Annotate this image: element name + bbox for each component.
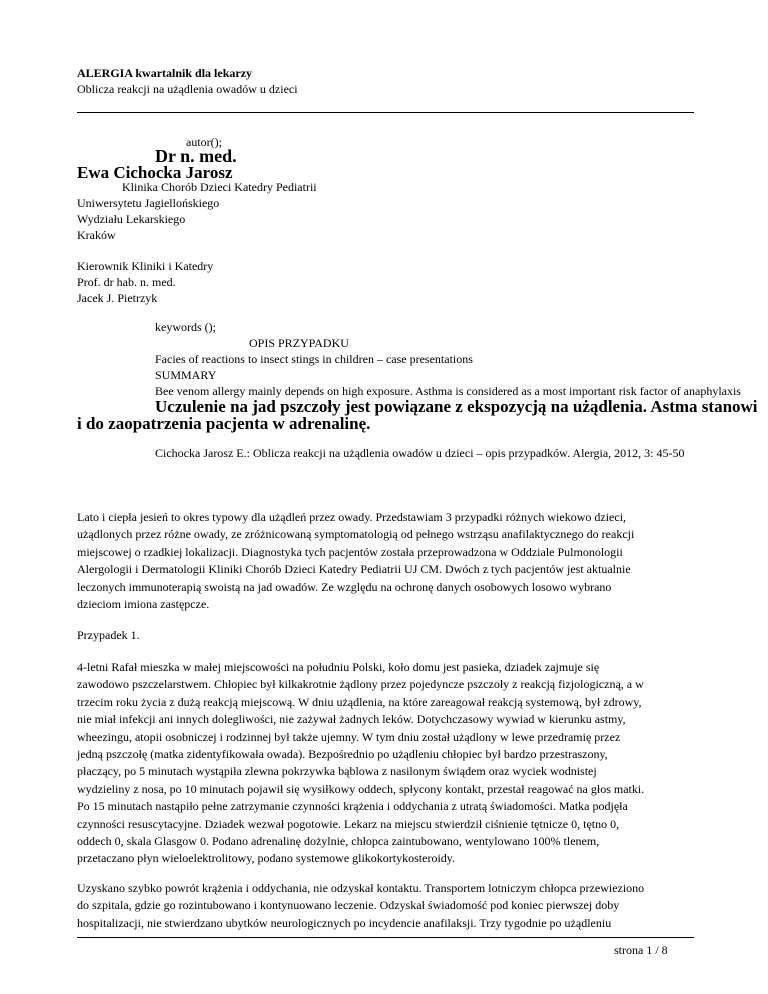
text-line: hospitalizacji, nie stwierdzano ubytków neurologicznych po incydencie anafilaksji. Trzy tygodnie po użądleniu bbox=[77, 915, 612, 930]
head-line: Kierownik Kliniki i Katedry bbox=[77, 259, 214, 273]
affiliation-line: Klinika Chorób Dzieci Katedry Pediatrii bbox=[122, 180, 317, 194]
summary-label: SUMMARY bbox=[155, 368, 217, 382]
text-line: do szpitala, gdzie go rozintubowano i kontynuowano leczenie. Odzyskał świadomość pod koniec pierwszej doby bbox=[77, 898, 620, 913]
text-line: miejscowej o rzadkiej lokalizacji. Diagnostyka tych pacjentów została przeprowadzona w Oddziale Pulmonologii bbox=[77, 544, 623, 559]
section-label: OPIS PRZYPADKU bbox=[249, 336, 349, 350]
footer-divider bbox=[77, 937, 694, 938]
case1-paragraph bbox=[77, 659, 697, 868]
author-marker: autor(); bbox=[186, 135, 222, 149]
english-title: Facies of reactions to insect stings in children – case presentations bbox=[155, 352, 473, 366]
text-line: dzieciom imiona zastępcze. bbox=[77, 597, 210, 612]
text-line: Lato i ciepła jesień to okres typowy dla użądleń przez owady. Przedstawiam 3 przypadki różnych wiekowo dzieci, bbox=[77, 510, 627, 524]
text-line: płaczący, po 5 minutach wystąpiła zlewna pokrzywka bąblowa z nasilonym świądem oraz wyciek wodnistej bbox=[77, 764, 597, 779]
text-line: 4-letni Rafał mieszka w małej miejscowości na południu Polski, koło domu jest pasieka, dziadek zajmuje się bbox=[77, 660, 600, 674]
text-line: czynności resuscytacyjne. Dziadek wezwał pogotowie. Lekarz na miejscu stwierdził ciśnienie tętnicze 0, tętno 0, bbox=[77, 816, 620, 831]
case-heading: Przypadek 1. bbox=[77, 628, 140, 642]
affiliation-line: Wydziału Lekarskiego bbox=[77, 212, 186, 226]
text-line: Po 15 minutach nastąpiło pełne zatrzymanie czynności krążenia i oddychania z utratą świadomości. Matka podjęła bbox=[77, 799, 628, 814]
text-line: użądlonych przez różne owady, ze zróżnicowaną symptomatologią od pełnego wstrząsu anafilaktycznego do reakcji bbox=[77, 527, 635, 542]
headline-line: i do zaopatrzenia pacjenta w adrenalinę. bbox=[77, 414, 371, 433]
article-subtitle: Oblicza reakcji na użądlenia owadów u dzieci bbox=[77, 82, 298, 96]
page-number: strona 1 / 8 bbox=[614, 943, 668, 957]
text-line: oddech 0, skala Glasgow 0. Podano adrenalinę dożylnie, chłopca zaintubowano, wentylowano 100% tlenem, bbox=[77, 834, 600, 849]
affiliation-line: Uniwersytetu Jagiellońskiego bbox=[77, 196, 220, 210]
keywords-marker: keywords (); bbox=[155, 320, 216, 334]
text-line: zawodowo pszczelarstwem. Chłopiec był kilkakrotnie żądlony przez pojedyncze pszczoły z reakcją fizjologiczną, a w bbox=[77, 677, 644, 692]
case1-continuation-paragraph bbox=[77, 880, 697, 932]
head-line: Jacek J. Pietrzyk bbox=[77, 291, 158, 305]
author-degree: Dr n. med. bbox=[155, 146, 237, 166]
head-line: Prof. dr hab. n. med. bbox=[77, 275, 176, 289]
text-line: leczonych immunoterapią swoistą na jad owadów. Ze względu na ochronę danych osobowych losowo wybrano bbox=[77, 579, 612, 594]
intro-paragraph bbox=[77, 509, 697, 613]
text-line: przetaczano płyn wieloelektrolitowy, podano systemowe glikokortykosteroidy. bbox=[77, 851, 456, 866]
text-line: Alergologii i Dermatologii Kliniki Chorób Dzieci Katedry Pediatrii UJ CM. Dwóch z tych pacjentów jest aktualnie bbox=[77, 562, 631, 577]
citation: Cichocka Jarosz E.: Oblicza reakcji na użądlenia owadów u dzieci – opis przypadków. Alergia, 2012, 3: 45-50 bbox=[155, 446, 685, 460]
summary-text: Bee venom allergy mainly depends on high exposure. Asthma is considered as a most important risk factor of anaphylaxis bbox=[155, 384, 741, 398]
journal-title: ALERGIA kwartalnik dla lekarzy bbox=[77, 66, 253, 80]
text-line: nie miał infekcji ani innych dolegliwości, nie zażywał żadnych leków. Dotychczasowy wywiad w kierunku astmy, bbox=[77, 712, 626, 727]
author-name: Ewa Cichocka Jarosz bbox=[77, 163, 233, 182]
text-line: trzecim roku życia z dużą reakcją miejscową. W dniu użądlenia, na które zareagował reakcją systemową, był zdrowy, bbox=[77, 694, 642, 709]
headline-line: Uczulenie na jad pszczoły jest powiązane z ekspozycją na użądlenia. Astma stanowi bbox=[155, 397, 758, 416]
text-line: jedną pszczołę (matka zidentyfikowała owada). Bezpośrednio po użądleniu chłopiec był bardzo przestraszony, bbox=[77, 747, 608, 762]
affiliation-line: Kraków bbox=[77, 228, 116, 242]
header-divider bbox=[77, 112, 694, 113]
text-line: wydzieliny z nosa, po 10 minutach pojawił się wysiłkowy oddech, spłycony kontakt, przestał reagować na głos matki. bbox=[77, 781, 645, 796]
text-line: Uzyskano szybko powrót krążenia i oddychania, nie odzyskał kontaktu. Transportem lotniczym chłopca przewieziono bbox=[77, 881, 645, 895]
text-line: wheezingu, atopii osobniczej i rodzinnej był także ujemny. W tym dniu został użądlony w lewe przedramię przez bbox=[77, 729, 621, 744]
